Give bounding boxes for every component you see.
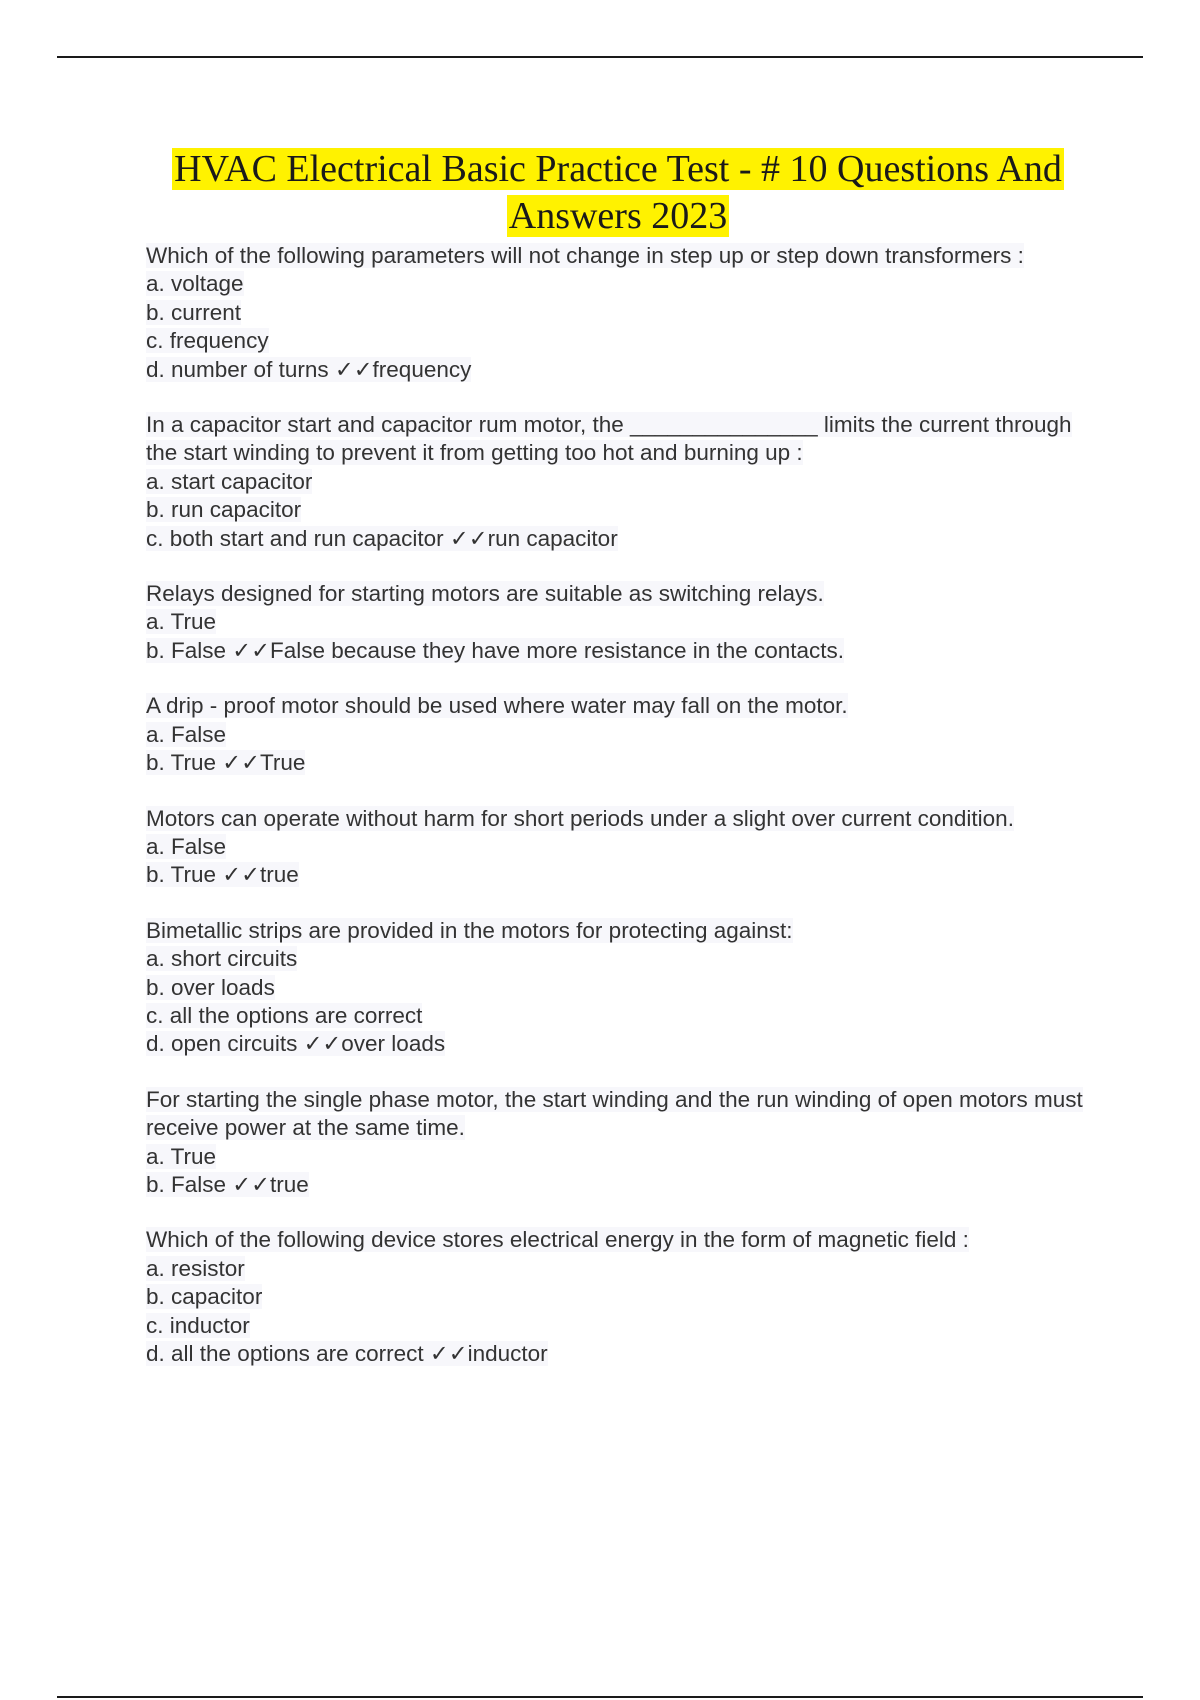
question-text-content: Bimetallic strips are provided in the motors for protecting against: xyxy=(146,917,793,943)
question-text xyxy=(146,580,1090,608)
question-text-content: Which of the following parameters will not change in step up or step down transformers : xyxy=(146,243,1024,268)
question-text xyxy=(146,1086,1090,1143)
answer-option-text: d. open circuits ✓✓over loads xyxy=(146,1031,446,1057)
title-line-1: HVAC Electrical Basic Practice Test - # 10 Questions And xyxy=(174,148,1062,190)
question-block xyxy=(146,692,1090,777)
answer-option-text: a. True xyxy=(146,1143,217,1169)
answer-option-text: b. False ✓✓False because they have more resistance in the contacts. xyxy=(146,637,845,663)
question-block xyxy=(146,805,1090,890)
question-text xyxy=(146,411,1090,468)
question-text xyxy=(146,242,1090,270)
answer-option-text: b. capacitor xyxy=(146,1284,263,1310)
answer-option-text: c. all the options are correct xyxy=(146,1002,423,1028)
answer-option-text: a. short circuits xyxy=(146,946,298,972)
answer-option-text: b. True ✓✓True xyxy=(146,750,306,776)
question-text-content: Relays designed for starting motors are suitable as switching relays. xyxy=(146,581,824,607)
answer-option xyxy=(146,749,1090,777)
question-text xyxy=(146,692,1090,720)
answer-option-text: a. start capacitor xyxy=(146,468,313,494)
answer-option xyxy=(146,525,1090,553)
answer-option xyxy=(146,1143,1090,1171)
answer-option xyxy=(146,1002,1090,1030)
answer-option xyxy=(146,1312,1090,1340)
answer-option xyxy=(146,468,1090,496)
question-block xyxy=(146,1086,1090,1200)
title-line-2: Answers 2023 xyxy=(508,195,728,237)
answer-option xyxy=(146,833,1090,861)
answer-option xyxy=(146,1171,1090,1199)
answer-option-text: d. number of turns ✓✓frequency xyxy=(146,356,472,382)
question-text-content: A drip - proof motor should be used where water may fall on the motor. xyxy=(146,693,848,719)
answer-option xyxy=(146,1340,1090,1368)
document-title xyxy=(146,146,1090,240)
question-block xyxy=(146,411,1090,553)
answer-option xyxy=(146,496,1090,524)
answer-option-text: d. all the options are correct ✓✓inductor xyxy=(146,1341,548,1366)
question-block xyxy=(146,242,1090,384)
answer-option xyxy=(146,945,1090,973)
answer-option-text: a. voltage xyxy=(146,271,244,297)
top-rule xyxy=(57,56,1143,58)
answer-option-text: a. False xyxy=(146,721,227,747)
answer-option-text: b. False ✓✓true xyxy=(146,1171,309,1197)
question-text xyxy=(146,917,1090,945)
document-page xyxy=(146,146,1090,1395)
answer-option xyxy=(146,1255,1090,1283)
question-text-content: In a capacitor start and capacitor rum motor, the _______________ limits the current through the start winding to prevent it from getting too hot and burning up : xyxy=(146,412,1072,466)
question-block xyxy=(146,1226,1090,1368)
answer-option-text: c. frequency xyxy=(146,328,269,354)
answer-option xyxy=(146,974,1090,1002)
question-text xyxy=(146,1226,1090,1254)
answer-option xyxy=(146,270,1090,298)
answer-option-text: c. inductor xyxy=(146,1312,250,1338)
bottom-rule xyxy=(57,1696,1143,1698)
answer-option-text: b. current xyxy=(146,299,242,325)
question-block xyxy=(146,917,1090,1059)
answer-option-text: b. run capacitor xyxy=(146,497,302,523)
question-text xyxy=(146,805,1090,833)
answer-option xyxy=(146,1030,1090,1058)
answer-option xyxy=(146,299,1090,327)
answer-option xyxy=(146,721,1090,749)
answer-option xyxy=(146,356,1090,384)
answer-option xyxy=(146,608,1090,636)
answer-option-text: c. both start and run capacitor ✓✓run capacitor xyxy=(146,525,618,551)
answer-option xyxy=(146,637,1090,665)
question-block xyxy=(146,580,1090,665)
question-text-content: Motors can operate without harm for short periods under a slight over current condition. xyxy=(146,805,1014,831)
question-list xyxy=(146,242,1090,1368)
answer-option xyxy=(146,1283,1090,1311)
answer-option xyxy=(146,327,1090,355)
answer-option xyxy=(146,861,1090,889)
question-text-content: Which of the following device stores electrical energy in the form of magnetic field : xyxy=(146,1227,969,1253)
answer-option-text: a. True xyxy=(146,609,217,635)
answer-option-text: b. True ✓✓true xyxy=(146,862,299,888)
question-text-content: For starting the single phase motor, the start winding and the run winding of open motors must receive power at the same time. xyxy=(146,1086,1083,1141)
answer-option-text: a. False xyxy=(146,833,227,859)
answer-option-text: b. over loads xyxy=(146,974,275,1000)
answer-option-text: a. resistor xyxy=(146,1255,245,1281)
